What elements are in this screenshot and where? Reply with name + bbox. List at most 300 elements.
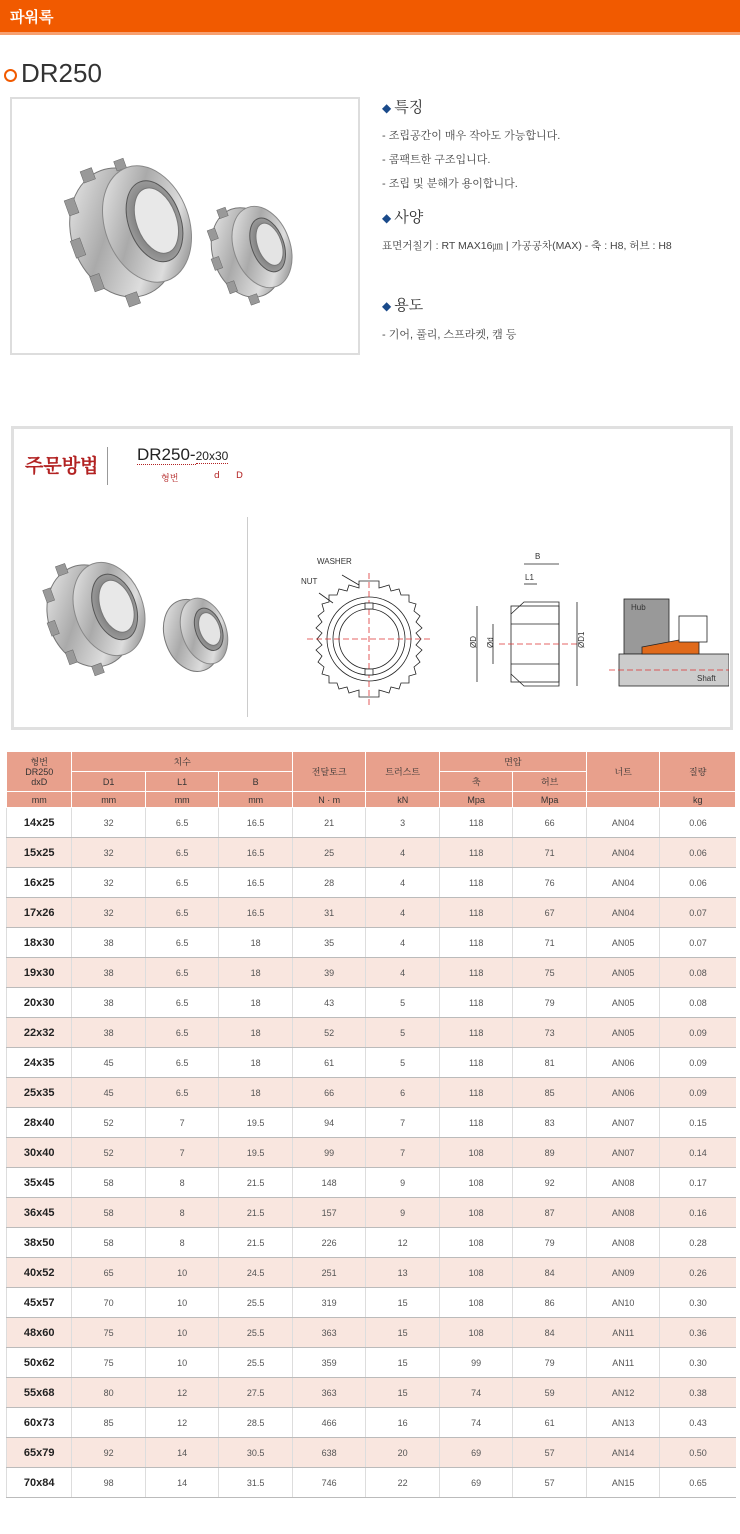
model-cell: 55x68 (7, 1378, 72, 1408)
table-cell: 19.5 (219, 1108, 293, 1138)
table-cell: 16.5 (219, 838, 293, 868)
table-cell: 108 (439, 1198, 513, 1228)
table-cell: 52 (72, 1108, 146, 1138)
table-cell: AN04 (586, 808, 660, 838)
table-cell: 75 (513, 958, 587, 988)
table-cell: 18 (219, 1018, 293, 1048)
table-cell: 74 (439, 1408, 513, 1438)
model-cell: 28x40 (7, 1108, 72, 1138)
table-cell: 0.65 (660, 1468, 736, 1498)
table-cell: AN15 (586, 1468, 660, 1498)
table-cell: 10 (145, 1348, 219, 1378)
table-cell: AN11 (586, 1318, 660, 1348)
table-cell: 118 (439, 868, 513, 898)
table-cell: 15 (366, 1348, 440, 1378)
table-cell: 6.5 (145, 958, 219, 988)
table-cell: AN09 (586, 1258, 660, 1288)
table-row (7, 808, 736, 838)
table-cell: 0.07 (660, 898, 736, 928)
table-row (7, 928, 736, 958)
table-cell: AN07 (586, 1138, 660, 1168)
table-cell: 6 (366, 1078, 440, 1108)
product-photo (10, 97, 360, 355)
table-cell: 32 (72, 868, 146, 898)
table-cell: 43 (292, 988, 366, 1018)
table-cell: 118 (439, 1078, 513, 1108)
table-cell: 99 (292, 1138, 366, 1168)
table-cell: 19.5 (219, 1138, 293, 1168)
table-cell: 5 (366, 1018, 440, 1048)
table-cell: 45 (72, 1078, 146, 1108)
usage-heading: ◆ 용도 (382, 297, 424, 314)
table-cell: 79 (513, 1228, 587, 1258)
table-row (7, 1408, 736, 1438)
table-row (7, 1228, 736, 1258)
table-cell: 25 (292, 838, 366, 868)
table-cell: 18 (219, 1078, 293, 1108)
usage-text: - 기어, 풀리, 스프라켓, 캠 등 (382, 329, 517, 341)
table-cell: 0.06 (660, 808, 736, 838)
category-banner (0, 0, 740, 35)
col-dims: 치수 (72, 752, 293, 772)
category-title: 파워록 (10, 8, 54, 26)
col-hub: 허브 (513, 772, 587, 792)
table-cell: 0.17 (660, 1168, 736, 1198)
table-cell: 14 (145, 1468, 219, 1498)
table-cell: 99 (439, 1348, 513, 1378)
order-method-panel (11, 426, 733, 730)
table-cell: 8 (145, 1168, 219, 1198)
features-section (382, 96, 560, 191)
table-cell: 5 (366, 1048, 440, 1078)
table-cell: AN13 (586, 1408, 660, 1438)
table-cell: 0.06 (660, 838, 736, 868)
label-model: 형번 (161, 474, 179, 484)
table-cell: AN08 (586, 1168, 660, 1198)
table-row (7, 1378, 736, 1408)
table-cell: 148 (292, 1168, 366, 1198)
label-od: ØD (469, 636, 478, 648)
table-cell: 18 (219, 928, 293, 958)
table-cell: 118 (439, 1048, 513, 1078)
table-cell: AN11 (586, 1348, 660, 1378)
table-cell: 28.5 (219, 1408, 293, 1438)
table-row (7, 1318, 736, 1348)
table-cell: 80 (72, 1378, 146, 1408)
table-cell: 4 (366, 928, 440, 958)
table-cell: 35 (292, 928, 366, 958)
table-cell: 30.5 (219, 1438, 293, 1468)
table-cell: AN04 (586, 838, 660, 868)
table-cell: 85 (513, 1078, 587, 1108)
table-cell: 13 (366, 1258, 440, 1288)
table-row (7, 1468, 736, 1498)
table-cell: 58 (72, 1198, 146, 1228)
table-cell: AN05 (586, 988, 660, 1018)
model-cell: 70x84 (7, 1468, 72, 1498)
table-cell: 12 (366, 1228, 440, 1258)
table-cell: 7 (145, 1108, 219, 1138)
table-cell: 84 (513, 1258, 587, 1288)
table-cell: 6.5 (145, 838, 219, 868)
table-cell: 157 (292, 1198, 366, 1228)
table-cell: 87 (513, 1198, 587, 1228)
table-cell: 21.5 (219, 1198, 293, 1228)
spec-table (6, 751, 736, 1498)
power-lock-image (12, 99, 358, 353)
table-row (7, 1168, 736, 1198)
table-cell: 0.26 (660, 1258, 736, 1288)
table-row (7, 1198, 736, 1228)
features-heading: ◆ 특징 (382, 99, 424, 116)
table-cell: 24.5 (219, 1258, 293, 1288)
diamond-bullet-icon: ◆ (382, 101, 392, 115)
table-cell: 6.5 (145, 808, 219, 838)
table-cell: 69 (439, 1438, 513, 1468)
table-row (7, 1138, 736, 1168)
label-nut: NUT (301, 577, 318, 586)
table-row (7, 1288, 736, 1318)
unit-cell: mm (219, 792, 293, 808)
table-cell: 98 (72, 1468, 146, 1498)
table-cell: 52 (72, 1138, 146, 1168)
model-cell: 25x35 (7, 1078, 72, 1108)
table-cell: 638 (292, 1438, 366, 1468)
table-cell: AN14 (586, 1438, 660, 1468)
table-cell: 0.30 (660, 1348, 736, 1378)
table-cell: AN05 (586, 958, 660, 988)
table-cell: 9 (366, 1198, 440, 1228)
table-row (7, 838, 736, 868)
table-cell: 0.15 (660, 1108, 736, 1138)
table-cell: 83 (513, 1108, 587, 1138)
table-cell: 16 (366, 1408, 440, 1438)
table-cell: 75 (72, 1348, 146, 1378)
table-cell: 118 (439, 838, 513, 868)
table-cell: 75 (72, 1318, 146, 1348)
table-cell: 6.5 (145, 1078, 219, 1108)
table-cell: 16.5 (219, 808, 293, 838)
unit-cell: mm (7, 792, 72, 808)
label-shaft: Shaft (697, 674, 716, 683)
table-cell: 16.5 (219, 898, 293, 928)
model-cell: 38x50 (7, 1228, 72, 1258)
model-cell: 48x60 (7, 1318, 72, 1348)
table-cell: 58 (72, 1168, 146, 1198)
table-cell: AN12 (586, 1378, 660, 1408)
label-hub: Hub (631, 603, 646, 612)
table-cell: 79 (513, 1348, 587, 1378)
table-cell: 108 (439, 1228, 513, 1258)
table-row (7, 1348, 736, 1378)
table-cell: 21.5 (219, 1168, 293, 1198)
col-d1: D1 (72, 772, 146, 792)
table-cell: 6.5 (145, 1048, 219, 1078)
table-cell: 118 (439, 1108, 513, 1138)
col-l1: L1 (145, 772, 219, 792)
table-cell: 118 (439, 928, 513, 958)
table-cell: 18 (219, 988, 293, 1018)
table-cell: 0.14 (660, 1138, 736, 1168)
table-cell: 38 (72, 928, 146, 958)
table-cell: AN04 (586, 868, 660, 898)
col-mass: 질량 (660, 752, 736, 792)
table-cell: AN05 (586, 928, 660, 958)
model-cell: 40x52 (7, 1258, 72, 1288)
table-cell: AN07 (586, 1108, 660, 1138)
model-cell: 22x32 (7, 1018, 72, 1048)
table-cell: 15 (366, 1288, 440, 1318)
table-cell: 4 (366, 898, 440, 928)
model-cell: 36x45 (7, 1198, 72, 1228)
table-cell: 71 (513, 928, 587, 958)
order-code-dims: 20x30 (195, 449, 229, 463)
table-cell: 0.09 (660, 1078, 736, 1108)
divider (107, 447, 108, 485)
table-cell: 79 (513, 988, 587, 1018)
table-row (7, 1078, 736, 1108)
table-cell: 8 (145, 1198, 219, 1228)
table-cell: 6.5 (145, 868, 219, 898)
model-cell: 60x73 (7, 1408, 72, 1438)
table-cell: 0.09 (660, 1018, 736, 1048)
diamond-bullet-icon: ◆ (382, 211, 392, 225)
table-cell: 118 (439, 808, 513, 838)
table-cell: 466 (292, 1408, 366, 1438)
model-cell: 15x25 (7, 838, 72, 868)
table-cell: 65 (72, 1258, 146, 1288)
model-cell: 65x79 (7, 1438, 72, 1468)
table-cell: 0.38 (660, 1378, 736, 1408)
order-code (137, 445, 228, 465)
table-cell: 22 (366, 1468, 440, 1498)
table-cell: 76 (513, 868, 587, 898)
table-cell: 6.5 (145, 1018, 219, 1048)
label-D: D (236, 471, 243, 481)
table-row (7, 1048, 736, 1078)
technical-drawing (279, 544, 729, 709)
table-cell: 7 (366, 1138, 440, 1168)
unit-cell: kg (660, 792, 736, 808)
table-cell: 61 (292, 1048, 366, 1078)
table-cell: 61 (513, 1408, 587, 1438)
table-cell: 0.08 (660, 988, 736, 1018)
table-cell: 21.5 (219, 1228, 293, 1258)
table-cell: 4 (366, 958, 440, 988)
feature-item: - 조립 및 분해가 용이합니다. (382, 178, 518, 190)
specs-heading: ◆ 사양 (382, 209, 424, 226)
unit-cell: N · m (292, 792, 366, 808)
table-cell: 73 (513, 1018, 587, 1048)
order-method-title: 주문방법 (25, 455, 99, 477)
table-cell: 84 (513, 1318, 587, 1348)
table-cell: 9 (366, 1168, 440, 1198)
product-model: DR250 (21, 58, 102, 88)
table-cell: 18 (219, 1048, 293, 1078)
table-cell: 10 (145, 1288, 219, 1318)
table-cell: 67 (513, 898, 587, 928)
usage-section (382, 294, 516, 342)
table-cell: 20 (366, 1438, 440, 1468)
table-cell: 0.07 (660, 928, 736, 958)
table-cell: 94 (292, 1108, 366, 1138)
table-cell: 25.5 (219, 1288, 293, 1318)
table-cell: 108 (439, 1288, 513, 1318)
feature-item: - 콤팩트한 구조입니다. (382, 154, 491, 166)
table-cell: 70 (72, 1288, 146, 1318)
table-cell: 85 (72, 1408, 146, 1438)
table-cell: 31 (292, 898, 366, 928)
table-cell: 363 (292, 1318, 366, 1348)
table-cell: 10 (145, 1258, 219, 1288)
table-cell: 15 (366, 1378, 440, 1408)
table-cell: 32 (72, 898, 146, 928)
table-cell: AN04 (586, 898, 660, 928)
model-cell: 20x30 (7, 988, 72, 1018)
col-model: 형번 DR250 dxD (7, 752, 72, 792)
power-lock-image-small (34, 539, 244, 689)
table-cell: 0.50 (660, 1438, 736, 1468)
table-row (7, 988, 736, 1018)
unit-cell: Mpa (513, 792, 587, 808)
table-cell: 92 (513, 1168, 587, 1198)
spec-table-body (7, 808, 736, 1498)
specs-text: 표면거칠기 : RT MAX16㎛ | 가공공차(MAX) - 축 : H8, 허브 : H8 (382, 240, 672, 252)
table-cell: 28 (292, 868, 366, 898)
table-cell: 0.09 (660, 1048, 736, 1078)
table-cell: 226 (292, 1228, 366, 1258)
table-cell: 6.5 (145, 988, 219, 1018)
label-od1: ØD1 (577, 631, 586, 648)
model-cell: 18x30 (7, 928, 72, 958)
col-pressure: 면압 (439, 752, 586, 772)
unit-cell: Mpa (439, 792, 513, 808)
model-cell: 45x57 (7, 1288, 72, 1318)
table-row (7, 1018, 736, 1048)
table-cell: 52 (292, 1018, 366, 1048)
table-row (7, 958, 736, 988)
table-cell: 16.5 (219, 868, 293, 898)
unit-cell (586, 792, 660, 808)
table-cell: 81 (513, 1048, 587, 1078)
table-cell: 746 (292, 1468, 366, 1498)
table-cell: 363 (292, 1378, 366, 1408)
model-cell: 35x45 (7, 1168, 72, 1198)
unit-cell: kN (366, 792, 440, 808)
table-cell: 38 (72, 1018, 146, 1048)
table-cell: 10 (145, 1318, 219, 1348)
table-cell: 66 (292, 1078, 366, 1108)
table-cell: 118 (439, 898, 513, 928)
col-shaft: 축 (439, 772, 513, 792)
table-cell: 25.5 (219, 1348, 293, 1378)
table-cell: 38 (72, 988, 146, 1018)
table-cell: 71 (513, 838, 587, 868)
table-cell: 31.5 (219, 1468, 293, 1498)
table-cell: AN06 (586, 1048, 660, 1078)
table-cell: 3 (366, 808, 440, 838)
table-cell: 14 (145, 1438, 219, 1468)
label-id: Ød (486, 637, 495, 648)
table-cell: 66 (513, 808, 587, 838)
table-cell: 108 (439, 1168, 513, 1198)
table-cell: 45 (72, 1048, 146, 1078)
unit-cell: mm (72, 792, 146, 808)
table-cell: AN08 (586, 1228, 660, 1258)
product-title (4, 58, 102, 89)
table-cell: 319 (292, 1288, 366, 1318)
label-b: B (535, 552, 541, 561)
model-cell: 17x26 (7, 898, 72, 928)
table-cell: AN06 (586, 1078, 660, 1108)
table-cell: 0.30 (660, 1288, 736, 1318)
table-cell: 118 (439, 1018, 513, 1048)
unit-cell: mm (145, 792, 219, 808)
table-cell: AN05 (586, 1018, 660, 1048)
table-row (7, 868, 736, 898)
table-cell: 359 (292, 1348, 366, 1378)
specs-section (382, 206, 672, 253)
label-l1: L1 (525, 573, 534, 582)
table-cell: 4 (366, 838, 440, 868)
table-cell: 4 (366, 868, 440, 898)
col-b: B (219, 772, 293, 792)
table-row (7, 1108, 736, 1138)
table-cell: 6.5 (145, 898, 219, 928)
table-cell: 32 (72, 808, 146, 838)
table-cell: 25.5 (219, 1318, 293, 1348)
order-code-model: DR250- (137, 445, 196, 464)
label-d: d (214, 471, 220, 481)
table-cell: 0.36 (660, 1318, 736, 1348)
table-cell: 57 (513, 1438, 587, 1468)
diamond-bullet-icon: ◆ (382, 299, 392, 313)
col-nut: 너트 (586, 752, 660, 792)
table-cell: 92 (72, 1438, 146, 1468)
table-row (7, 1258, 736, 1288)
table-cell: 7 (366, 1108, 440, 1138)
table-cell: 0.08 (660, 958, 736, 988)
table-cell: 69 (439, 1468, 513, 1498)
model-cell: 14x25 (7, 808, 72, 838)
col-torque: 전달토크 (292, 752, 366, 792)
table-cell: 12 (145, 1408, 219, 1438)
table-cell: 251 (292, 1258, 366, 1288)
table-cell: 18 (219, 958, 293, 988)
table-cell: 7 (145, 1138, 219, 1168)
table-row (7, 898, 736, 928)
table-cell: 0.16 (660, 1198, 736, 1228)
table-cell: 118 (439, 958, 513, 988)
model-cell: 19x30 (7, 958, 72, 988)
col-thrust: 트러스트 (366, 752, 440, 792)
table-cell: 86 (513, 1288, 587, 1318)
table-cell: 57 (513, 1468, 587, 1498)
bullet-circle-icon (4, 69, 17, 82)
table-cell: 0.43 (660, 1408, 736, 1438)
table-cell: 0.28 (660, 1228, 736, 1258)
table-cell: 39 (292, 958, 366, 988)
feature-item: - 조립공간이 매우 작아도 가능합니다. (382, 130, 561, 142)
table-cell: 8 (145, 1228, 219, 1258)
label-washer: WASHER (317, 557, 352, 566)
table-cell: AN08 (586, 1198, 660, 1228)
table-cell: 118 (439, 988, 513, 1018)
model-cell: 50x62 (7, 1348, 72, 1378)
table-cell: 38 (72, 958, 146, 988)
model-cell: 16x25 (7, 868, 72, 898)
divider (247, 517, 248, 717)
